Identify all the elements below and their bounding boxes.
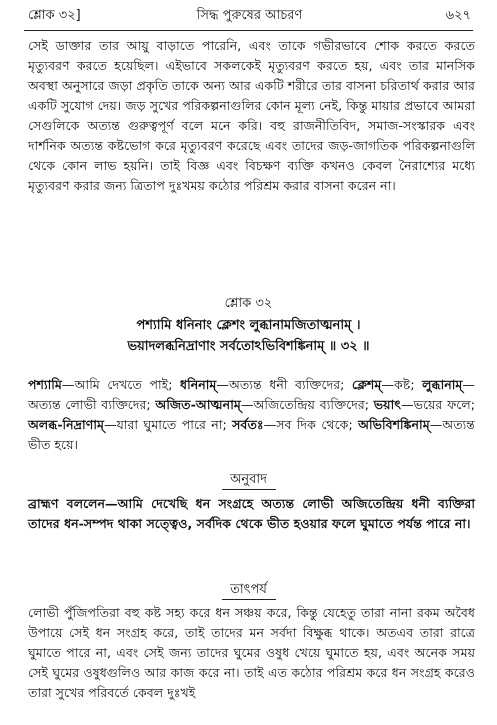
page-header — [28, 6, 471, 28]
purport-heading-underline — [222, 599, 276, 600]
synonym-word: পশ্যামি — [28, 377, 62, 392]
synonym-meaning: —অজিতেন্দ্রিয় ব্যক্তিদের; — [240, 397, 374, 412]
synonym-meaning: —অত্যন্ত ভীত হয়ে। — [28, 417, 475, 452]
synonym-word: অভিবিশঙ্কিনাম্‌ — [358, 417, 430, 432]
synonym-word: ক্লেশম্‌ — [351, 377, 382, 392]
synonym-meaning: —কষ্ট; — [381, 377, 423, 392]
synonym-word: লুব্ধানাম্‌ — [422, 377, 463, 392]
synonym-word: সর্বতঃ — [232, 417, 264, 432]
synonym-word: অলব্ধ-নিদ্রাণাম্‌ — [28, 417, 104, 432]
purport-text: লোভী পুঁজিপতিরা বহু কষ্ট সহ্য করে ধন সঞ্চয় করে, কিন্তু যেহেতু তারা নানা রকম অবৈধ উপায়ে সেই ধন সংগ্রহ করে, তাই তাদের মন সর্বদা বিক্ষুব্ধ থাকে। অতএব তারা রাত্রে ঘুমাতে পারে না, এবং সেই জন্য তাদের ঘুমের ওষুধ খেয়ে ঘুমাতে হয়, এবং অনেক সময় সেই ঘুমের ওষুধগুলিও আর কাজ করে না। তাই এত কঠোর পরিশ্রম করে ধন সংগ্রহ করেও তারা সুখের পরিবর্তে কেবল দুঃখই — [28, 605, 475, 700]
synonym-word: ধনিনাম্‌ — [180, 377, 217, 392]
synonym-meaning: —সব দিক থেকে; — [263, 417, 359, 432]
synonyms-block — [28, 375, 475, 455]
translation-heading: অনুবাদ — [230, 472, 267, 487]
translation-heading-underline — [222, 489, 276, 490]
verse-line-2: ভয়াদলব্ধনিদ্রাণাং সর্বতোঽভিবিশঙ্কিনাম্‌ ॥ ৩২ ॥ — [127, 339, 370, 354]
synonym-word: ভয়াৎ — [373, 397, 401, 412]
synonym-meaning: —আমি দেখতে পাই; — [61, 377, 181, 392]
verse-line-1: পশ্যামি ধনিনাং ক্লেশং লুব্ধানামজিতাত্মনাম্‌ । — [136, 318, 361, 333]
verse-heading: শ্লোক ৩২ — [224, 296, 273, 311]
page-number: ৬২৭ — [445, 8, 471, 23]
synonym-meaning: —ভয়ের ফলে; — [400, 397, 475, 412]
synonym-meaning: —অত্যন্ত ধনী ব্যক্তিদের; — [216, 377, 352, 392]
header-rule — [24, 30, 473, 31]
header-chapter-title: সিদ্ধ পুরুষের আচরণ — [196, 8, 303, 23]
purport-heading: তাৎপর্য — [230, 582, 267, 597]
paragraph-continued: সেই ডাক্তার তার আয়ু বাড়াতে পারেনি, এবং তাকে গভীরভাবে শোক করতে করতে মৃত্যুবরণ করতে হয়েছিল। এইভাবে সকলকেই মৃত্যুবরণ করতে হয়, এবং তার মানসিক অবস্থা অনুসারে জড়া প্রকৃতি তাকে অন্য আর একটি শরীরে তার বাসনা চরিতার্থ করার আর একটি সুযোগ দেয়। জড় সুখের পরিকল্পনাগুলির কোন মূল্য নেই, কিন্তু মায়ার প্রভাবে আমরা সেগুলিকে অত্যন্ত গুরুত্বপূর্ণ বলে মনে করি। বহু রাজনীতিবিদ, সমাজ-সংস্কারক এবং দার্শনিক অত্যন্ত কষ্টভোগ করে মৃত্যুবরণ করেছে এবং তাদের জড়-জাগতিক পরিকল্পনাগুলি থেকে কোন লাভ হয়নি। তাই বিজ্ঞ এবং বিচক্ষণ ব্যক্তি কখনও কেবল নৈরাশ্যের মধ্যে মৃত্যুবরণ করার জন্য ত্রিতাপ দুঃখময় কঠোর পরিশ্রম করার বাসনা করেন না। — [28, 38, 475, 193]
header-verse-ref: শ্লোক ৩২] — [28, 8, 81, 23]
synonym-word: অজিত-আত্মনাম্‌ — [155, 397, 241, 412]
synonym-meaning: —অত্যন্ত লোভী ব্যক্তিদের; — [28, 377, 475, 412]
translation-text: ব্রাহ্মণ বললেন—আমি দেখেছি ধন সংগ্রহে অত্যন্ত লোভী অজিতেন্দ্রিয় ধনী ব্যক্তিরা তাদের ধন-সম্পদ থাকা সত্ত্বেও, সর্বদিক থেকে ভীত হওয়ার ফলে ঘুমাতে পর্যন্ত পারে না। — [28, 496, 475, 531]
synonym-meaning: —যারা ঘুমাতে পারে না; — [103, 417, 233, 432]
